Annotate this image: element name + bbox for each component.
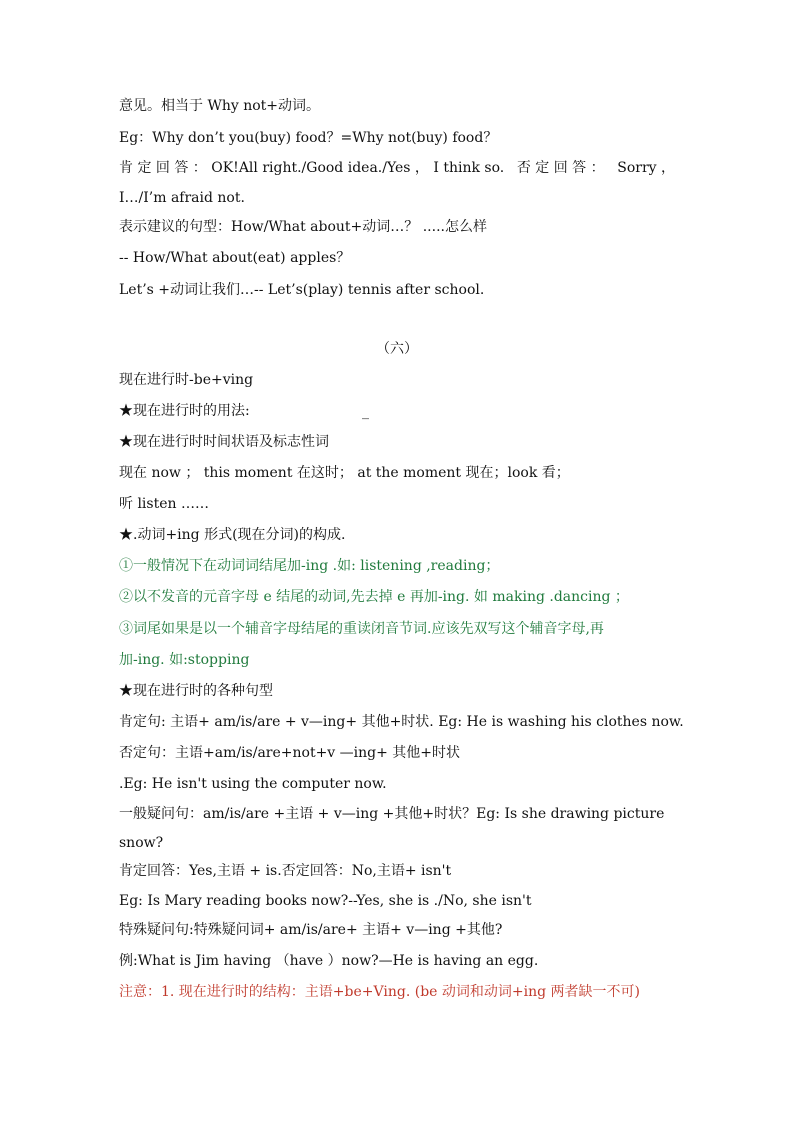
text-line: Eg：Why don’t you(buy) food？=Why not(buy) food？ — [119, 130, 498, 146]
text-line: ★现在进行时的各种句型 — [119, 683, 273, 699]
text-line: ★现在进行时的用法: — [119, 403, 250, 419]
text-segment: Sorry ， — [617, 160, 675, 176]
blank-mark: _ — [362, 404, 369, 420]
text-line: Eg: Is Mary reading books now?--Yes, she is ./No, she isn't — [119, 893, 532, 909]
rule-line: ①一般情况下在动词词结尾加-ing .如: listening ,reading； — [119, 558, 500, 574]
text-line: 肯定回答：Yes,主语 + is.否定回答：No,主语+ isn't — [119, 863, 452, 879]
text-line: ★.动词+ing 形式(现在分词)的构成. — [119, 527, 346, 543]
text-line: 现在进行时-be+ving — [119, 372, 254, 388]
rule-line: ③词尾如果是以一个辅音字母结尾的重读闭音节词.应该先双写这个辅音字母,再 — [119, 621, 604, 637]
text-line: 例:What is Jim having （have ）now?—He is having an egg. — [119, 953, 539, 969]
text-line: .Eg: He isn't using the computer now. — [119, 776, 387, 792]
text-segment: 否 定 回 答 ： — [516, 160, 605, 176]
text-line: 特殊疑问句:特殊疑问词+ am/is/are+ 主语+ v—ing +其他? — [119, 922, 503, 938]
text-line: 肯定句: 主语+ am/is/are + v—ing+ 其他+时状. Eg: He is washing his clothes now. — [119, 714, 684, 730]
text-line: 听 listen …… — [119, 496, 209, 512]
text-line: 表示建议的句型：How/What about+动词…？ .....怎么样 — [119, 219, 487, 235]
section-title: （六） — [376, 341, 418, 357]
rule-line: 加-ing. 如:stopping — [119, 652, 250, 668]
text-segment: 肯 定 回 答 ： OK!All right./Good idea./Yes ， I think so. — [119, 160, 505, 176]
note-line: 注意：1. 现在进行时的结构：主语+be+Ving. (be 动词和动词+ing 两者缺一不可) — [119, 984, 640, 1000]
text-line: 否定句：主语+am/is/are+not+v —ing+ 其他+时状 — [119, 745, 461, 761]
text-line: 现在 now ； this moment 在这时； at the moment 现在；look 看； — [119, 465, 570, 481]
rule-line: ②以不发音的元音字母 e 结尾的动词,先去掉 e 再加-ing. 如 making .dancing ； — [119, 589, 629, 605]
text-line: snow? — [119, 835, 164, 851]
text-line: 意见。相当于 Why not+动词。 — [119, 98, 321, 114]
text-line: -- How/What about(eat) apples？ — [119, 250, 351, 266]
text-line: Let’s +动词让我们…-- Let’s(play) tennis after school. — [119, 282, 485, 298]
text-line: 一般疑问句：am/is/are +主语 + v—ing +其他+时状？Eg: Is she drawing picture — [119, 806, 665, 822]
text-line-justified — [119, 158, 675, 178]
text-line: I…/I’m afraid not. — [119, 190, 245, 206]
text-line: ★现在进行时时间状语及标志性词 — [119, 434, 329, 450]
